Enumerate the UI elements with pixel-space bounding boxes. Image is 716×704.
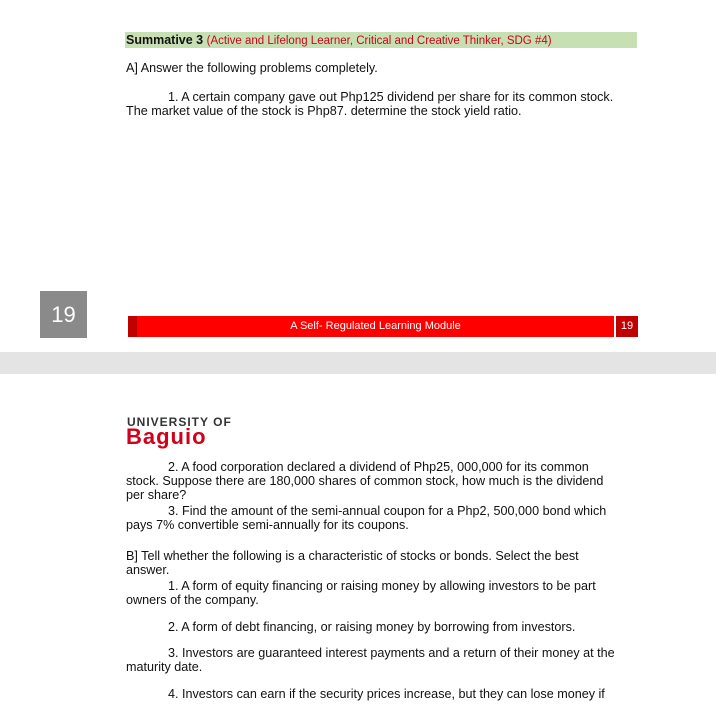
problem-1-line-2: The market value of the stock is Php87. determine the stock yield ratio.	[126, 104, 522, 118]
item-b3-line-2: maturity date.	[126, 660, 203, 674]
problem-2-line-3: per share?	[126, 488, 187, 502]
section-b-heading-line-1: B] Tell whether the following is a characteristic of stocks or bonds. Select the best	[126, 549, 579, 563]
problem-3-line-1: 3. Find the amount of the semi-annual coupon for a Php2, 500,000 bond which	[168, 504, 607, 518]
section-a-heading: A] Answer the following problems completely.	[126, 61, 378, 75]
problem-2-line-2: stock. Suppose there are 180,000 shares of common stock, how much is the dividend	[126, 474, 604, 488]
footer-page-number: 19	[614, 316, 638, 337]
summative-heading	[125, 32, 637, 48]
summative-title: Summative 3	[126, 33, 204, 47]
item-b3-line-1: 3. Investors are guaranteed interest payments and a return of their money at the	[168, 646, 615, 660]
problem-2-line-1: 2. A food corporation declared a dividend of Php25, 000,000 for its common	[168, 460, 589, 474]
university-logo-main: Baguio	[126, 424, 207, 449]
footer-bar	[128, 316, 638, 337]
problem-3-line-2: pays 7% convertible semi-annually for its coupons.	[126, 518, 409, 532]
section-b-heading-line-2: answer.	[126, 563, 170, 577]
page-gap	[0, 352, 716, 374]
university-logo-top: UNIVERSITY OF	[127, 415, 232, 429]
item-b1-line-1: 1. A form of equity financing or raising money by allowing investors to be part	[168, 579, 596, 593]
item-b2-line-1: 2. A form of debt financing, or raising money by borrowing from investors.	[168, 620, 576, 634]
item-b4-line-1: 4. Investors can earn if the security prices increase, but they can lose money if	[168, 687, 605, 701]
footer-label: A Self- Regulated Learning Module	[290, 320, 461, 332]
problem-1-line-1: 1. A certain company gave out Php125 dividend per share for its common stock.	[168, 90, 614, 104]
summative-subtitle: (Active and Lifelong Learner, Critical and Creative Thinker, SDG #4)	[206, 35, 552, 47]
item-b1-line-2: owners of the company.	[126, 593, 259, 607]
page-number-badge: 19	[40, 291, 87, 338]
